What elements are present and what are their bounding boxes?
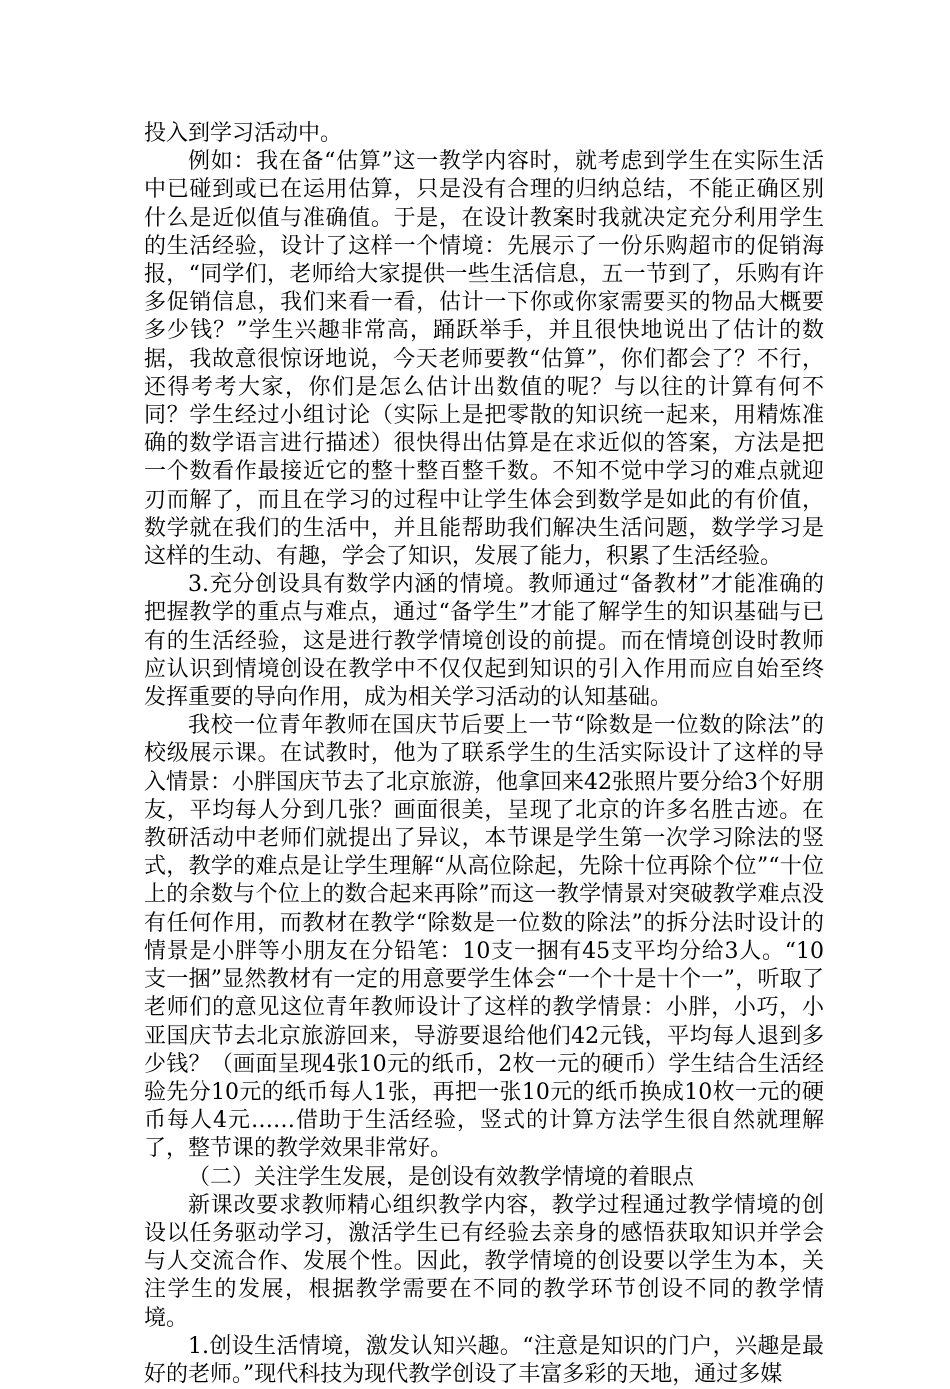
section-heading-2: （二）关注学生发展，是创设有效教学情境的着眼点: [188, 1164, 695, 1190]
paragraph-point-1: 1.创设生活情境，激发认知兴趣。“注意是知识的门户，兴趣是最好的老师。”现代科技为现代教学创设了丰富多彩的天地，通过多媒: [144, 1333, 824, 1387]
paragraph-division-example: 我校一位青年教师在国庆节后要上一节“除数是一位数的除法”的校级展示课。在试教时，他为了联系学生的生活实际设计了这样的导入情景：小胖国庆节去了北京旅游，他拿回来42张照片要分给3个好朋友，平均每人分到几张？画面很美，呈现了北京的许多名胜古迹。在教研活动中老师们就提出了异议，本节课是学生第一次学习除法的竖式，教学的难点是让学生理解“从高位除起，先除十位再除个位”“十位上的余数与个位上的数合起来再除”而这一教学情景对突破教学难点没有任何作用，而教材在教学“除数是一位数的除法”的拆分法时设计的情景是小胖等小朋友在分铅笔：10支一捆有45支平均分给3人。“10支一捆”显然教材有一定的用意要学生体会“一个十是十个一”，听取了老师们的意见这位青年教师设计了这样的教学情景：小胖，小巧，小亚国庆节去北京旅游回来，导游要退给他们42元钱，平均每人退到多少钱？（画面呈现4张10元的纸币，2枚一元的硬币）学生结合生活经验先分10元的纸币每人1张，再把一张10元的纸币换成10枚一元的硬币每人4元……借助于生活经验，竖式的计算方法学生很自然就理解了，整节课的教学效果非常好。: [144, 713, 824, 1162]
paragraph-estimation-example: 例如：我在备“估算”这一教学内容时，就考虑到学生在实际生活中已碰到或已在运用估算，只是没有合理的归纳总结，不能正确区别什么是近似值与准确值。于是，在设计教案时我就决定充分利用学生的生活经验，设计了这样一个情境：先展示了一份乐购超市的促销海报，“同学们，老师给大家提供一些生活信息，五一节到了，乐购有许多促销信息，我们来看一看，估计一下你或你家需要买的物品大概要多少钱？”学生兴趣非常高，踊跃举手，并且很快地说出了估计的数据，我故意很惊讶地说，今天老师要教“估算”，你们都会了？不行，还得考考大家，你们是怎么估计出数值的呢？与以往的计算有何不同？学生经过小组讨论（实际上是把零散的知识统一起来，用精炼准确的数学语言进行描述）很快得出估算是在求近似的答案，方法是把一个数看作最接近它的整十整百整千数。不知不觉中学习的难点就迎刃而解了，而且在学习的过程中让学生体会到数学是如此的有价值，数学就在我们的生活中，并且能帮助我们解决生活问题，数学学习是这样的生动、有趣，学会了知识，发展了能力，积累了生活经验。: [144, 149, 824, 570]
paragraph-continuation: 投入到学习活动中。: [144, 121, 343, 146]
document-page: [144, 120, 824, 1389]
paragraph-point-3: 3.充分创设具有数学内涵的情境。教师通过“备教材”才能准确的把握教学的重点与难点，通过“备学生”才能了解学生的知识基础与已有的生活经验，这是进行教学情境创设的前提。而在情境创设时教师应认识到情境创设在教学中不仅仅起到知识的引入作用而应自始至终发挥重要的导向作用，成为相关学习活动的认知基础。: [144, 572, 824, 711]
paragraph-new-curriculum: 新课改要求教师精心组织教学内容，教学过程通过教学情境的创设以任务驱动学习，激活学生已有经验去亲身的感悟获取知识并学会与人交流合作、发展个性。因此，教学情境的创设要以学生为本，关注学生的发展，根据教学需要在不同的教学环节创设不同的教学情境。: [144, 1192, 824, 1331]
